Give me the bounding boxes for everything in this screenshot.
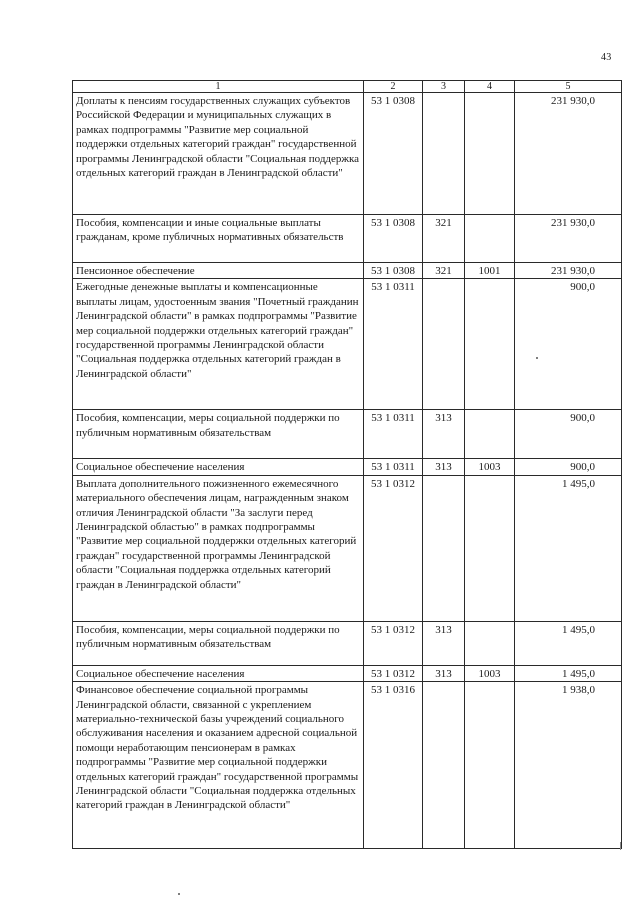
row-col4 <box>465 279 515 410</box>
table-row <box>73 263 622 279</box>
row-amount: 231 930,0 <box>515 263 622 279</box>
row-name: Социальное обеспечение населения <box>73 665 364 681</box>
row-name: Пособия, компенсации, меры социальной поддержки по публичным нормативным обязательствам <box>73 621 364 665</box>
header-col-3: 3 <box>423 81 465 93</box>
row-col4 <box>465 93 515 215</box>
table-row <box>73 93 622 215</box>
row-col4 <box>465 410 515 459</box>
row-code: 53 1 0311 <box>364 279 423 410</box>
row-code: 53 1 0311 <box>364 410 423 459</box>
row-code: 53 1 0312 <box>364 621 423 665</box>
row-name: Пенсионное обеспечение <box>73 263 364 279</box>
row-amount: 900,0 <box>515 410 622 459</box>
row-col3 <box>423 93 465 215</box>
row-code: 53 1 0312 <box>364 665 423 681</box>
row-col4: 1003 <box>465 665 515 681</box>
row-amount: 1 495,0 <box>515 475 622 621</box>
table-row <box>73 682 622 849</box>
header-col-5: 5 <box>515 81 622 93</box>
row-col3: 313 <box>423 665 465 681</box>
budget-table <box>72 80 622 849</box>
scan-mark <box>620 842 621 850</box>
row-amount: 231 930,0 <box>515 93 622 215</box>
row-col3: 321 <box>423 215 465 263</box>
row-name: Ежегодные денежные выплаты и компенсационные выплаты лицам, удостоенным звания "Почетный гражданин Ленинградской области" в рамках подпрограммы "Развитие мер социальной поддержки отдельных категорий граждан" государственной программы Ленинградской области "Социальная поддержка отдельных категорий граждан в Ленинградской области" <box>73 279 364 410</box>
row-col3: 321 <box>423 263 465 279</box>
row-amount: 900,0 <box>515 279 622 410</box>
row-code: 53 1 0308 <box>364 93 423 215</box>
row-code: 53 1 0308 <box>364 263 423 279</box>
table-row <box>73 475 622 621</box>
row-col4 <box>465 215 515 263</box>
row-amount: 1 938,0 <box>515 682 622 849</box>
row-amount: 1 495,0 <box>515 621 622 665</box>
row-code: 53 1 0312 <box>364 475 423 621</box>
row-amount: 900,0 <box>515 459 622 475</box>
table-row <box>73 459 622 475</box>
table-row <box>73 621 622 665</box>
row-amount: 231 930,0 <box>515 215 622 263</box>
row-col4 <box>465 682 515 849</box>
table-header-row <box>73 81 622 93</box>
table-row <box>73 410 622 459</box>
row-col4 <box>465 621 515 665</box>
row-name: Пособия, компенсации, меры социальной поддержки по публичным нормативным обязательствам <box>73 410 364 459</box>
row-col3: 313 <box>423 459 465 475</box>
row-name: Финансовое обеспечение социальной программы Ленинградской области, связанной с укреплением материально-технической базы учреждений социального обслуживания населения и оказанием адресной социальной помощи неработающим пенсионерам в рамках подпрограммы "Развитие мер социальной поддержки отдельных категорий граждан" государственной программы Ленинградской области "Социальная поддержка отдельных категорий граждан в Ленинградской области" <box>73 682 364 849</box>
scan-speck <box>536 357 538 359</box>
row-name: Доплаты к пенсиям государственных служащих субъектов Российской Федерации и муниципальных служащих в рамках подпрограммы "Развитие мер социальной поддержки отдельных категорий граждан" государственной программы Ленинградской области "Социальная поддержка отдельных категорий граждан в Ленинградской области" <box>73 93 364 215</box>
row-col4: 1001 <box>465 263 515 279</box>
row-col3 <box>423 475 465 621</box>
page-number: 43 <box>601 52 612 63</box>
header-col-2: 2 <box>364 81 423 93</box>
row-col3: 313 <box>423 621 465 665</box>
table-row <box>73 215 622 263</box>
row-code: 53 1 0308 <box>364 215 423 263</box>
row-code: 53 1 0311 <box>364 459 423 475</box>
row-col4: 1003 <box>465 459 515 475</box>
table-row <box>73 279 622 410</box>
row-col3 <box>423 682 465 849</box>
row-col3: 313 <box>423 410 465 459</box>
row-col4 <box>465 475 515 621</box>
row-code: 53 1 0316 <box>364 682 423 849</box>
row-name: Выплата дополнительного пожизненного ежемесячного материального обеспечения лицам, награжденным знаком отличия Ленинградской области "За заслуги перед Ленинградской областью" в рамках подпрограммы "Развитие мер социальной поддержки отдельных категорий граждан" государственной программы Ленинградской области "Социальная поддержка отдельных категорий граждан в Ленинградской области" <box>73 475 364 621</box>
scan-speck <box>178 893 180 895</box>
header-col-4: 4 <box>465 81 515 93</box>
table-row <box>73 665 622 681</box>
row-amount: 1 495,0 <box>515 665 622 681</box>
header-col-1: 1 <box>73 81 364 93</box>
row-name: Пособия, компенсации и иные социальные выплаты гражданам, кроме публичных нормативных обязательств <box>73 215 364 263</box>
row-name: Социальное обеспечение населения <box>73 459 364 475</box>
row-col3 <box>423 279 465 410</box>
